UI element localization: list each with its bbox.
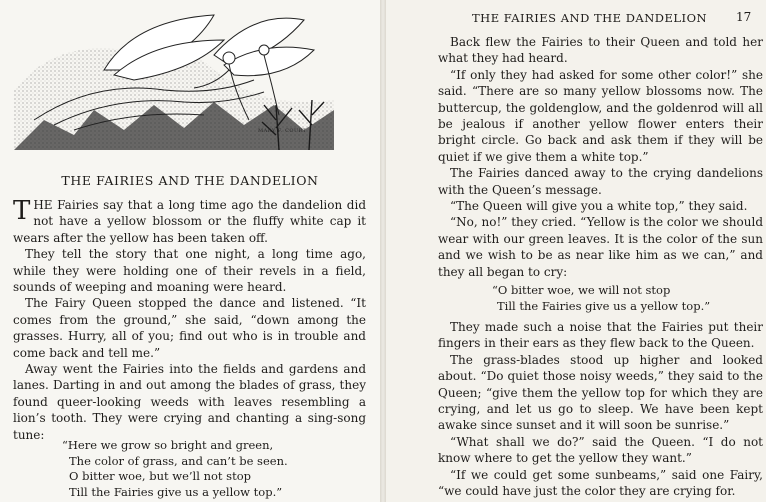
right-body-text-top [438, 34, 763, 280]
verse-line: Till the Fairies give us a yellow top.” [69, 484, 283, 499]
left-verse [62, 438, 342, 500]
paragraph: The grass-blades stood up higher and looked about. “Do quiet those noisy weeds,” they said to the Queen; “give them the yellow top for which they are crying, and let us go to sleep. We have been kept awake since sunset and it will soon be sunrise.” [438, 352, 763, 433]
paragraph: Away went the Fairies into the fields and gardens and lanes. Darting in and out among the blades of grass, they found queer-looking weeds with leaves resembling a lion’s tooth. They were crying and chanting a sing-song tune: [13, 362, 366, 442]
paragraph: They tell the story that one night, a long time ago, while they were holding one of their revels in a field, sounds of weeping and moaning were heard. [13, 247, 366, 295]
story-title: THE FAIRIES AND THE DANDELION [61, 173, 319, 188]
paragraph: “No, no!” they cried. “Yellow is the color we should wear with our green leaves. It is the color of the sun and we wish to be as near like him as we can,” and they all began to cry: [438, 215, 763, 279]
verse-line: Till the Fairies give us a yellow top.” [497, 298, 711, 313]
paragraph: “If we could get some sunbeams,” said one Fairy, “we could have just the color they are crying for. [438, 467, 763, 499]
paragraph: The Fairy Queen stopped the dance and listened. “It comes from the ground,” she said, “down among the grasses. Hurry, all of you; find out who is in trouble and come back and tell me.” [13, 296, 366, 360]
paragraph: “The Queen will give you a white top,” they said. [450, 199, 748, 214]
running-head: THE FAIRIES AND THE DANDELION [472, 11, 708, 25]
verse-line: “O bitter woe, we will not stop [492, 283, 671, 297]
paragraph: They made such a noise that the Fairies put their fingers in their ears as they flew back to the Queen. [438, 320, 763, 351]
verse-line: O bitter woe, but we’ll not stop [69, 469, 251, 484]
left-page [0, 0, 380, 502]
verse-line: “Here we grow so bright and green, [62, 438, 274, 452]
paragraph: Back flew the Fairies to their Queen and told her what they had heard. [438, 35, 763, 66]
page-number: 17 [736, 10, 752, 24]
right-body-text-bottom [438, 319, 763, 499]
paragraph: The Fairies danced away to the crying dandelions with the Queen’s message. [438, 166, 763, 197]
drop-cap: T [13, 196, 31, 226]
paragraph: THE Fairies say that a long time ago the dandelion did not have a yellow blossom or the fluffy white cap it wears after the yellow has been taken off. [13, 196, 366, 245]
left-body-text [13, 197, 366, 443]
right-page [386, 0, 766, 502]
right-verse [492, 283, 732, 314]
paragraph: “If only they had asked for some other color!” she said. “There are so many yellow blossoms now. The buttercup, the goldenglow, and the goldenrod will all be jealous if another yellow flower enters their bright circle. Go back and ask them if they will be quiet if we give them a white top.” [438, 67, 763, 164]
verse-line: The color of grass, and can’t be seen. [69, 453, 288, 468]
artist-signature: MARY F. COURT [258, 128, 307, 134]
paragraph: “What shall we do?” said the Queen. “I do not know where to get the yellow they want.” [438, 434, 763, 466]
